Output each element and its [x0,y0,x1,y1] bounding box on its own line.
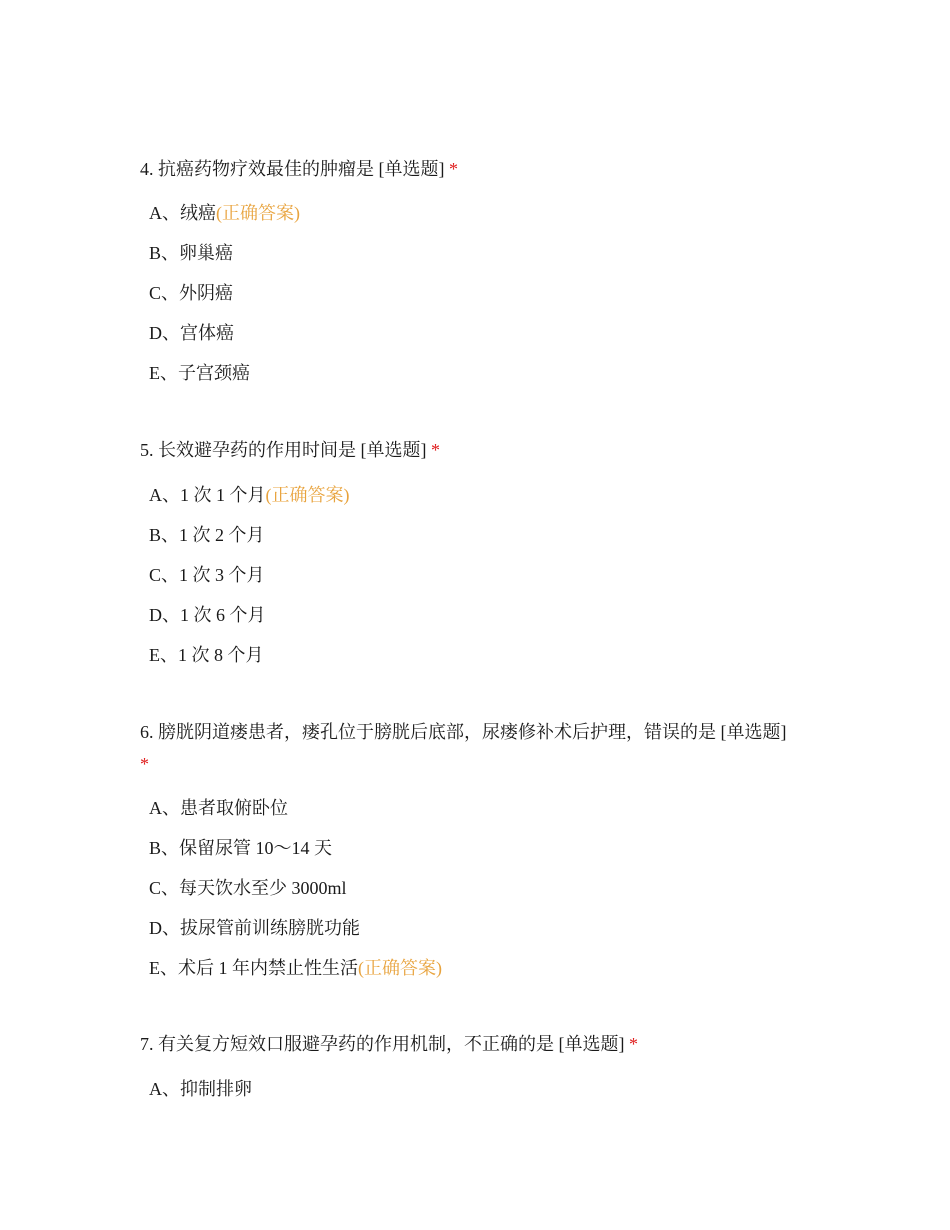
option-list [140,1069,830,1109]
correct-answer-label: (正确答案) [358,958,442,978]
option-b[interactable] [140,828,830,868]
option-text: A、绒癌 [149,203,216,223]
question-title [140,434,830,466]
option-text: C、1 次 3 个月 [149,565,265,585]
question-title [140,1028,830,1060]
question-text: 7. 有关复方短效口服避孕药的作用机制，不正确的是 [单选题] [140,1034,625,1054]
option-text: D、宫体癌 [149,323,234,343]
option-text: B、保留尿管 10～14 天 [149,838,333,858]
option-text: A、患者取俯卧位 [149,798,288,818]
option-e[interactable] [140,948,830,988]
option-a[interactable] [140,193,830,233]
option-list [140,788,830,988]
option-text: B、卵巢癌 [149,243,234,263]
option-list [140,193,830,393]
required-mark: * [629,1034,638,1054]
option-d[interactable] [140,313,830,353]
option-text: B、1 次 2 个月 [149,525,265,545]
option-e[interactable] [140,353,830,393]
question-text: 6. 膀胱阴道瘘患者，瘘孔位于膀胱后底部，尿瘘修补术后护理，错误的是 [单选题] [140,722,787,742]
option-c[interactable] [140,555,830,595]
option-text: D、1 次 6 个月 [149,605,266,625]
required-mark: * [449,159,458,179]
question-title [140,153,830,185]
option-d[interactable] [140,595,830,635]
option-c[interactable] [140,273,830,313]
option-text: E、1 次 8 个月 [149,645,264,665]
option-text: E、术后 1 年内禁止性生活 [149,958,358,978]
question-7 [140,1028,830,1109]
option-c[interactable] [140,868,830,908]
option-text: A、1 次 1 个月 [149,485,266,505]
option-a[interactable] [140,1069,830,1109]
option-text: D、拔尿管前训练膀胱功能 [149,918,360,938]
option-list [140,475,830,675]
correct-answer-label: (正确答案) [216,203,300,223]
question-4 [140,153,830,393]
required-mark: * [140,754,149,774]
option-d[interactable] [140,908,830,948]
question-title [140,716,830,780]
question-6 [140,716,830,988]
required-mark: * [431,440,440,460]
option-text: C、外阴癌 [149,283,234,303]
question-5 [140,434,830,675]
option-text: C、每天饮水至少 3000ml [149,878,347,898]
option-text: E、子宫颈癌 [149,363,250,383]
question-text: 4. 抗癌药物疗效最佳的肿瘤是 [单选题] [140,159,445,179]
option-e[interactable] [140,635,830,675]
option-a[interactable] [140,475,830,515]
option-b[interactable] [140,233,830,273]
option-text: A、抑制排卵 [149,1079,252,1099]
option-b[interactable] [140,515,830,555]
question-text: 5. 长效避孕药的作用时间是 [单选题] [140,440,427,460]
correct-answer-label: (正确答案) [265,485,350,505]
option-a[interactable] [140,788,830,828]
